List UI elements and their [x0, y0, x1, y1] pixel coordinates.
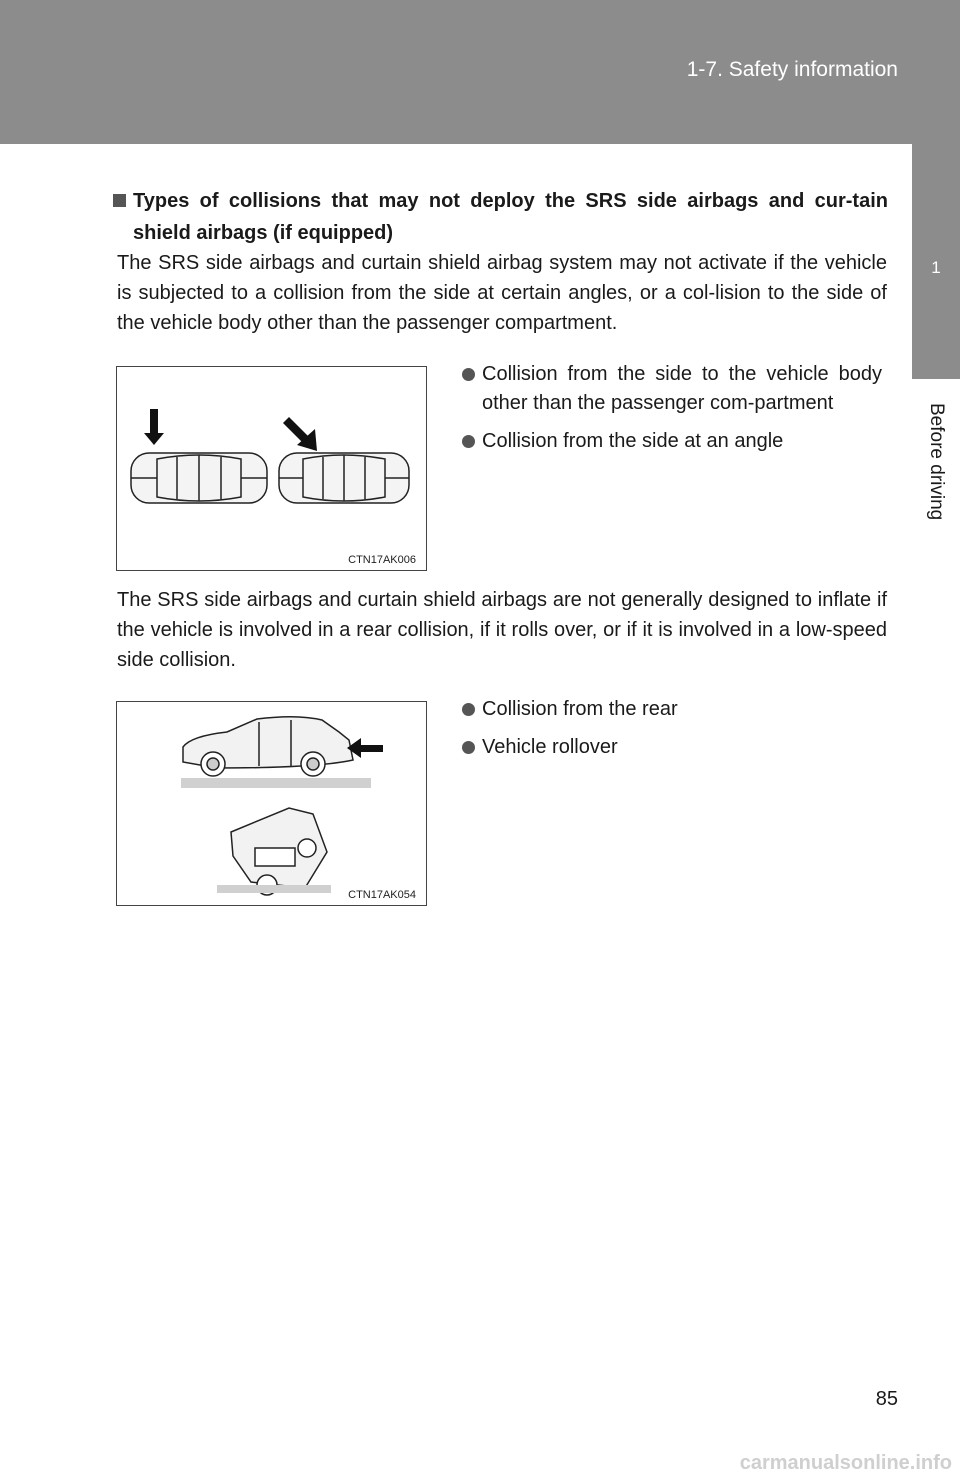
car-top-view-icon [279, 453, 409, 503]
list-item-text: Vehicle rollover [482, 736, 618, 758]
page-number: 85 [875, 1388, 898, 1410]
list-item-text: Collision from the side at an angle [482, 430, 784, 452]
paragraph-side-airbag-limits: The SRS side airbags and curtain shield airbag system may not activate if the vehicle is subjected to a collision from the side at certain angles, or a col-lision to the side of the vehicle body other than the passenger compartment. [117, 252, 887, 334]
section-title: 1-7. Safety information [686, 58, 898, 81]
list-item-text: Collision from the rear [482, 698, 678, 720]
figure-code: CTN17AK054 [348, 889, 416, 901]
bullet-list-1 [462, 360, 882, 465]
bullet-icon [462, 741, 475, 754]
section-heading [113, 185, 888, 249]
car-side-view-icon [183, 717, 353, 776]
ground-line [181, 778, 371, 788]
section-heading-text: Types of collisions that may not deploy the SRS side airbags and cur-tain shield airbags (if equipped) [133, 190, 888, 244]
arrow-down-icon [144, 409, 164, 445]
car-top-view-icon [131, 453, 267, 503]
list-item [462, 695, 882, 724]
list-item [462, 733, 882, 762]
figure-side-collision [116, 366, 427, 571]
bullet-icon [462, 368, 475, 381]
side-collision-illustration [117, 367, 426, 570]
bullet-icon [462, 703, 475, 716]
list-item [462, 360, 882, 418]
bullet-list-2 [462, 695, 882, 771]
ground-line [217, 885, 331, 893]
list-item-text: Collision from the side to the vehicle body other than the passenger com-partment [482, 363, 882, 414]
bullet-icon [462, 435, 475, 448]
chapter-label [912, 392, 960, 532]
paragraph-rear-rollover: The SRS side airbags and curtain shield airbags are not generally designed to inflate if the vehicle is involved in a rear collision, if it rolls over, or if it is involved in a low-speed side collision. [117, 589, 887, 671]
figure-rear-rollover [116, 701, 427, 906]
car-rollover-icon [231, 808, 327, 895]
chapter-number: 1 [931, 258, 941, 277]
watermark: carmanualsonline.info [739, 1452, 952, 1474]
arrow-diagonal-icon [283, 417, 317, 451]
figure-code: CTN17AK006 [348, 554, 416, 566]
square-bullet-icon [113, 194, 126, 207]
chapter-label-text: Before driving [926, 403, 947, 521]
rear-rollover-illustration [117, 702, 426, 905]
page-header [0, 0, 960, 144]
list-item [462, 427, 882, 456]
